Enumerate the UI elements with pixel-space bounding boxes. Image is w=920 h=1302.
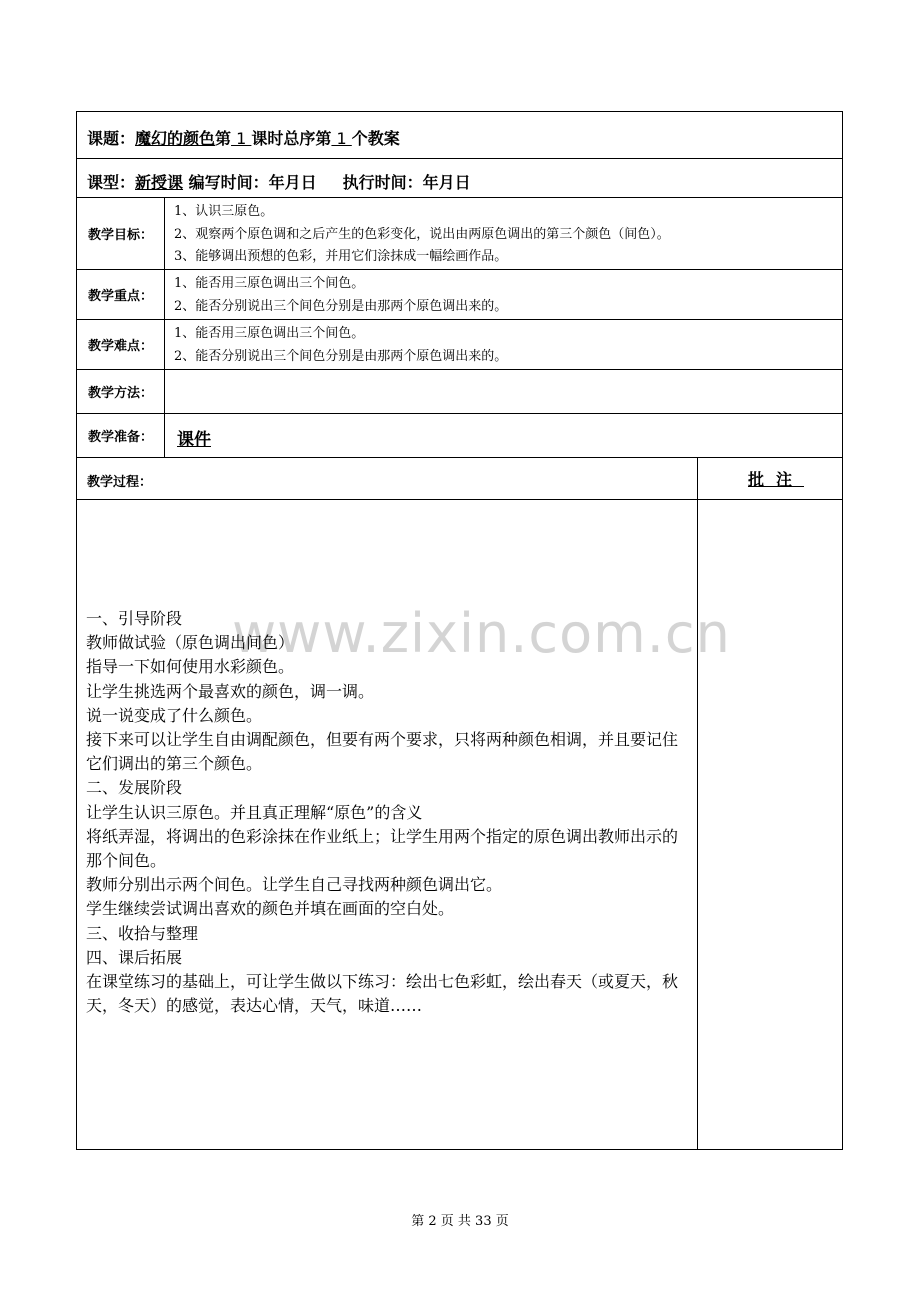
- process-line: 学生继续尝试调出喜欢的颜色并填在画面的空白处。: [86, 899, 455, 919]
- process-line: 在课堂练习的基础上，可让学生做以下练习：绘出七色彩虹，绘出春天（或夏天，秋天，冬天）的感觉，表达心情，天气，味道……: [86, 972, 679, 1016]
- process-line: 教师分别出示两个间色。让学生自己寻找两种颜色调出它。: [86, 875, 503, 895]
- difficulties-content: [165, 320, 842, 369]
- title-row: [77, 112, 842, 159]
- preparation-label: 教学准备：: [77, 414, 165, 457]
- lesson-plan-table: [76, 111, 843, 1150]
- process-line: 教师做试验（原色调出间色）: [86, 633, 295, 653]
- preparation-row: [77, 414, 842, 458]
- title-line: [87, 126, 400, 149]
- goal-line: 3、能够调出预想的色彩，并用它们涂抹成一幅绘画作品。: [174, 249, 508, 264]
- difficulty-line: 1、能否用三原色调出三个间色。: [174, 326, 365, 341]
- key-point-line: 1、能否用三原色调出三个间色。: [174, 276, 365, 291]
- process-header-row: [77, 458, 842, 500]
- preparation-value: 课件: [177, 430, 211, 450]
- goals-content: [165, 198, 842, 269]
- notes-column: [697, 500, 842, 1149]
- method-content: [165, 370, 842, 413]
- title-part3: 个教案: [351, 129, 400, 148]
- process-body: [77, 500, 842, 1149]
- goal-line: 2、观察两个原色调和之后产生的色彩变化，说出由两原色调出的第三个颜色（间色）。: [174, 226, 670, 242]
- lesson-number: 1: [231, 129, 252, 148]
- process-line: 说一说变成了什么颜色。: [86, 705, 263, 725]
- type-label: 课型：: [87, 173, 136, 192]
- process-line: 接下来可以让学生自由调配颜色，但要有两个要求，只将两种颜色相调，并且要记住它们调出的第三个颜色。: [86, 730, 679, 774]
- title-part2: 课时总序第: [251, 129, 332, 148]
- key-points-label: 教学重点：: [77, 270, 165, 319]
- key-points-content: [165, 270, 842, 319]
- watermark: www.zixin.com.cn: [232, 602, 731, 665]
- type-value: 新授课: [135, 173, 184, 192]
- process-text: [86, 607, 691, 1018]
- process-line: 让学生挑选两个最喜欢的颜色，调一调。: [86, 681, 375, 701]
- key-points-row: [77, 270, 842, 320]
- process-label: 教学过程：: [87, 475, 153, 490]
- written-time: 编写时间：年月日: [188, 173, 317, 192]
- type-line: [87, 170, 471, 193]
- difficulties-row: [77, 320, 842, 370]
- sequence-number: 1: [331, 129, 352, 148]
- page-footer: 第 2 页 共 33 页: [411, 1214, 509, 1229]
- process-line: 四、课后拓展: [86, 947, 183, 967]
- goals-row: [77, 198, 842, 270]
- title-label: 课题：: [87, 129, 136, 148]
- process-line: 一、引导阶段: [86, 609, 183, 628]
- process-line: 二、发展阶段: [86, 778, 183, 798]
- goal-line: 1、认识三原色。: [174, 204, 274, 219]
- lesson-title: 魔幻的颜色: [135, 129, 216, 148]
- method-row: [77, 370, 842, 414]
- key-point-line: 2、能否分别说出三个间色分别是由那两个原色调出来的。: [174, 298, 508, 314]
- method-label: 教学方法：: [77, 370, 165, 413]
- goals-label: 教学目标：: [77, 198, 165, 269]
- difficulty-line: 2、能否分别说出三个间色分别是由那两个原色调出来的。: [174, 348, 508, 364]
- process-line: 将纸弄湿，将调出的色彩涂抹在作业纸上；让学生用两个指定的原色调出教师出示的那个间色。: [86, 826, 679, 871]
- process-line: 指导一下如何使用水彩颜色。: [86, 657, 295, 677]
- process-line: 三、收拾与整理: [86, 923, 199, 943]
- process-line: 让学生认识三原色。并且真正理解“原色”的含义: [86, 802, 423, 822]
- title-part1: 第: [215, 129, 232, 148]
- exec-time: 执行时间：年月日: [342, 173, 471, 192]
- type-row: [77, 159, 842, 198]
- difficulties-label: 教学难点：: [77, 320, 165, 369]
- notes-header: 批注: [697, 458, 842, 499]
